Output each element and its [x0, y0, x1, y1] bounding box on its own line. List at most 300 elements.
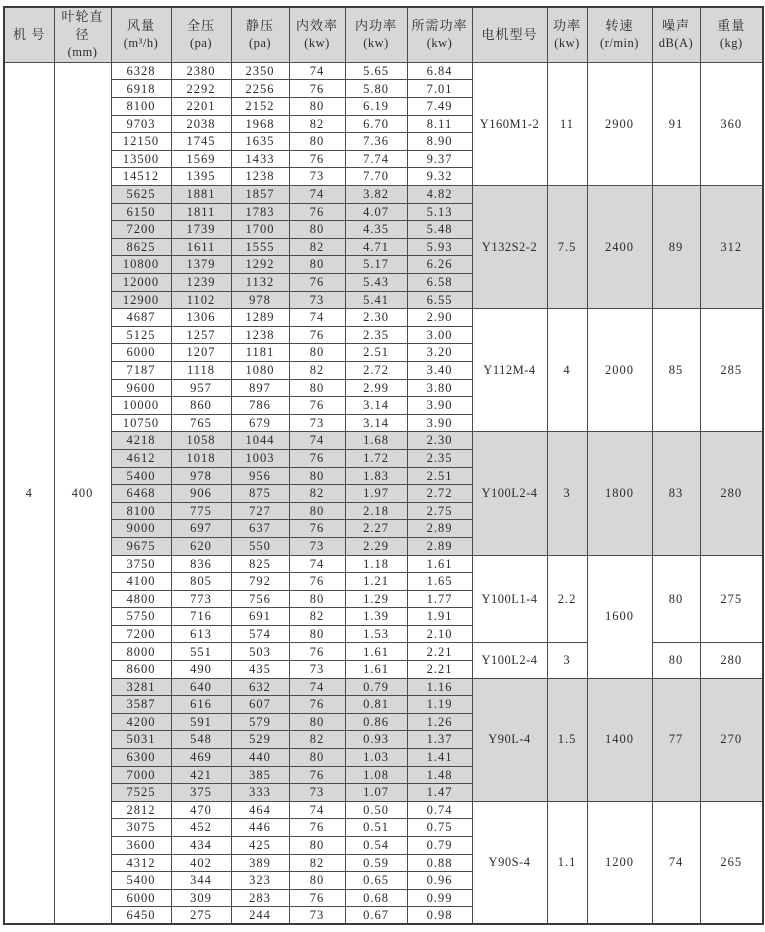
internal-power-cell: 0.54: [345, 837, 407, 855]
total-pressure-cell: 2292: [171, 80, 231, 98]
required-power-cell: 2.10: [407, 625, 472, 643]
total-pressure-cell: 775: [171, 502, 231, 520]
air-volume-cell: 3587: [111, 696, 171, 714]
required-power-cell: 4.82: [407, 186, 472, 204]
total-pressure-cell: 1745: [171, 133, 231, 151]
static-pressure-cell: 956: [231, 467, 289, 485]
static-pressure-cell: 1132: [231, 274, 289, 292]
total-pressure-cell: 551: [171, 643, 231, 661]
internal-power-cell: 1.18: [345, 555, 407, 573]
machine-no-cell: 4: [4, 62, 54, 924]
static-pressure-cell: 2350: [231, 62, 289, 80]
internal-power-cell: 1.61: [345, 643, 407, 661]
internal-power-cell: 0.86: [345, 713, 407, 731]
required-power-cell: 3.90: [407, 414, 472, 432]
internal-power-cell: 7.70: [345, 168, 407, 186]
required-power-cell: 3.40: [407, 361, 472, 379]
required-power-cell: 2.89: [407, 537, 472, 555]
required-power-cell: 0.99: [407, 889, 472, 907]
required-power-cell: 6.84: [407, 62, 472, 80]
header-unit: (kw): [304, 36, 330, 51]
total-pressure-cell: 860: [171, 397, 231, 415]
header-machine-no: [4, 7, 54, 62]
total-pressure-cell: 765: [171, 414, 231, 432]
internal-efficiency-cell: 76: [289, 643, 345, 661]
total-pressure-cell: 1811: [171, 203, 231, 221]
air-volume-cell: 8600: [111, 661, 171, 679]
static-pressure-cell: 550: [231, 537, 289, 555]
air-volume-cell: 7200: [111, 221, 171, 239]
internal-power-cell: 0.79: [345, 678, 407, 696]
noise-cell: 85: [652, 309, 700, 432]
weight-cell: 275: [700, 555, 763, 643]
header-noise: [652, 7, 700, 62]
noise-cell: 80: [652, 555, 700, 643]
air-volume-cell: 9600: [111, 379, 171, 397]
static-pressure-cell: 875: [231, 485, 289, 503]
total-pressure-cell: 773: [171, 590, 231, 608]
internal-efficiency-cell: 76: [289, 696, 345, 714]
static-pressure-cell: 792: [231, 573, 289, 591]
required-power-cell: 2.35: [407, 449, 472, 467]
header-static-pressure: [231, 7, 289, 62]
internal-power-cell: 6.19: [345, 98, 407, 116]
motor-power-cell: 1.1: [547, 801, 587, 924]
speed-cell: 1400: [587, 678, 652, 801]
total-pressure-cell: 978: [171, 467, 231, 485]
air-volume-cell: 2812: [111, 801, 171, 819]
internal-power-cell: 4.07: [345, 203, 407, 221]
noise-cell: 91: [652, 62, 700, 185]
air-volume-cell: 9000: [111, 520, 171, 538]
internal-efficiency-cell: 80: [289, 502, 345, 520]
static-pressure-cell: 1857: [231, 186, 289, 204]
total-pressure-cell: 375: [171, 784, 231, 802]
air-volume-cell: 7200: [111, 625, 171, 643]
static-pressure-cell: 446: [231, 819, 289, 837]
static-pressure-cell: 632: [231, 678, 289, 696]
total-pressure-cell: 640: [171, 678, 231, 696]
internal-power-cell: 5.17: [345, 256, 407, 274]
header-label: 内效率: [295, 18, 338, 34]
static-pressure-cell: 2152: [231, 98, 289, 116]
internal-efficiency-cell: 73: [289, 537, 345, 555]
static-pressure-cell: 333: [231, 784, 289, 802]
header-unit: (kw): [363, 36, 389, 51]
total-pressure-cell: 490: [171, 661, 231, 679]
internal-efficiency-cell: 74: [289, 801, 345, 819]
internal-efficiency-cell: 80: [289, 467, 345, 485]
internal-power-cell: 6.70: [345, 115, 407, 133]
air-volume-cell: 6150: [111, 203, 171, 221]
required-power-cell: 1.26: [407, 713, 472, 731]
weight-cell: 360: [700, 62, 763, 185]
internal-power-cell: 1.68: [345, 432, 407, 450]
header-label: 转速: [605, 18, 634, 34]
required-power-cell: 1.65: [407, 573, 472, 591]
total-pressure-cell: 1569: [171, 150, 231, 168]
required-power-cell: 1.77: [407, 590, 472, 608]
static-pressure-cell: 244: [231, 907, 289, 925]
internal-power-cell: 4.71: [345, 238, 407, 256]
static-pressure-cell: 1080: [231, 361, 289, 379]
air-volume-cell: 14512: [111, 168, 171, 186]
air-volume-cell: 5400: [111, 872, 171, 890]
impeller-diameter-cell: 400: [54, 62, 111, 924]
required-power-cell: 8.90: [407, 133, 472, 151]
air-volume-cell: 12900: [111, 291, 171, 309]
internal-power-cell: 1.21: [345, 573, 407, 591]
motor-power-cell: 3: [547, 643, 587, 678]
air-volume-cell: 3600: [111, 837, 171, 855]
internal-efficiency-cell: 74: [289, 432, 345, 450]
header-required-power: [407, 7, 472, 62]
total-pressure-cell: 1306: [171, 309, 231, 327]
static-pressure-cell: 691: [231, 608, 289, 626]
internal-efficiency-cell: 74: [289, 62, 345, 80]
air-volume-cell: 9675: [111, 537, 171, 555]
internal-power-cell: 5.41: [345, 291, 407, 309]
total-pressure-cell: 421: [171, 766, 231, 784]
internal-power-cell: 1.39: [345, 608, 407, 626]
total-pressure-cell: 1102: [171, 291, 231, 309]
internal-power-cell: 1.72: [345, 449, 407, 467]
static-pressure-cell: 1238: [231, 168, 289, 186]
required-power-cell: 1.61: [407, 555, 472, 573]
table-body: [4, 62, 763, 924]
internal-power-cell: 2.18: [345, 502, 407, 520]
internal-efficiency-cell: 80: [289, 872, 345, 890]
static-pressure-cell: 323: [231, 872, 289, 890]
internal-power-cell: 0.65: [345, 872, 407, 890]
required-power-cell: 2.90: [407, 309, 472, 327]
internal-efficiency-cell: 76: [289, 520, 345, 538]
motor-model-cell: Y100L2-4: [472, 432, 547, 555]
fan-spec-table: [3, 6, 764, 925]
header-motor-model: [472, 7, 547, 62]
required-power-cell: 0.98: [407, 907, 472, 925]
total-pressure-cell: 470: [171, 801, 231, 819]
internal-power-cell: 1.03: [345, 749, 407, 767]
static-pressure-cell: 503: [231, 643, 289, 661]
static-pressure-cell: 756: [231, 590, 289, 608]
required-power-cell: 5.93: [407, 238, 472, 256]
air-volume-cell: 8100: [111, 502, 171, 520]
static-pressure-cell: 637: [231, 520, 289, 538]
total-pressure-cell: 1881: [171, 186, 231, 204]
air-volume-cell: 4200: [111, 713, 171, 731]
internal-efficiency-cell: 76: [289, 80, 345, 98]
internal-power-cell: 1.29: [345, 590, 407, 608]
air-volume-cell: 8100: [111, 98, 171, 116]
motor-power-cell: 2.2: [547, 555, 587, 643]
motor-power-cell: 1.5: [547, 678, 587, 801]
internal-efficiency-cell: 73: [289, 414, 345, 432]
internal-efficiency-cell: 82: [289, 731, 345, 749]
total-pressure-cell: 620: [171, 537, 231, 555]
internal-efficiency-cell: 80: [289, 749, 345, 767]
internal-efficiency-cell: 82: [289, 485, 345, 503]
internal-efficiency-cell: 80: [289, 713, 345, 731]
total-pressure-cell: 1118: [171, 361, 231, 379]
required-power-cell: 2.21: [407, 643, 472, 661]
static-pressure-cell: 1433: [231, 150, 289, 168]
static-pressure-cell: 1181: [231, 344, 289, 362]
internal-efficiency-cell: 80: [289, 133, 345, 151]
required-power-cell: 2.51: [407, 467, 472, 485]
table-row: [4, 432, 763, 450]
motor-power-cell: 7.5: [547, 186, 587, 309]
required-power-cell: 1.19: [407, 696, 472, 714]
header-label: 电机型号: [481, 26, 538, 42]
static-pressure-cell: 425: [231, 837, 289, 855]
air-volume-cell: 8000: [111, 643, 171, 661]
motor-power-cell: 11: [547, 62, 587, 185]
header-label: 静压: [245, 18, 274, 34]
internal-power-cell: 7.74: [345, 150, 407, 168]
required-power-cell: 0.88: [407, 854, 472, 872]
internal-power-cell: 0.50: [345, 801, 407, 819]
internal-power-cell: 0.93: [345, 731, 407, 749]
static-pressure-cell: 1044: [231, 432, 289, 450]
header-label: 机 号: [13, 26, 46, 42]
header-label: 风量: [126, 18, 155, 34]
static-pressure-cell: 1238: [231, 326, 289, 344]
required-power-cell: 1.41: [407, 749, 472, 767]
static-pressure-cell: 897: [231, 379, 289, 397]
total-pressure-cell: 836: [171, 555, 231, 573]
air-volume-cell: 4100: [111, 573, 171, 591]
table-row: [4, 678, 763, 696]
static-pressure-cell: 679: [231, 414, 289, 432]
required-power-cell: 0.79: [407, 837, 472, 855]
air-volume-cell: 3075: [111, 819, 171, 837]
air-volume-cell: 3750: [111, 555, 171, 573]
motor-model-cell: Y160M1-2: [472, 62, 547, 185]
required-power-cell: 2.21: [407, 661, 472, 679]
required-power-cell: 3.90: [407, 397, 472, 415]
air-volume-cell: 7187: [111, 361, 171, 379]
internal-efficiency-cell: 80: [289, 590, 345, 608]
internal-efficiency-cell: 76: [289, 274, 345, 292]
internal-efficiency-cell: 76: [289, 889, 345, 907]
air-volume-cell: 8625: [111, 238, 171, 256]
total-pressure-cell: 2201: [171, 98, 231, 116]
air-volume-cell: 5625: [111, 186, 171, 204]
static-pressure-cell: 2256: [231, 80, 289, 98]
internal-efficiency-cell: 73: [289, 168, 345, 186]
header-internal-efficiency: [289, 7, 345, 62]
static-pressure-cell: 574: [231, 625, 289, 643]
required-power-cell: 6.58: [407, 274, 472, 292]
header-air-volume: [111, 7, 171, 62]
static-pressure-cell: 1003: [231, 449, 289, 467]
table-row: [4, 801, 763, 819]
total-pressure-cell: 1207: [171, 344, 231, 362]
motor-model-cell: Y112M-4: [472, 309, 547, 432]
total-pressure-cell: 591: [171, 713, 231, 731]
noise-cell: 83: [652, 432, 700, 555]
required-power-cell: 7.01: [407, 80, 472, 98]
internal-power-cell: 2.29: [345, 537, 407, 555]
internal-power-cell: 0.59: [345, 854, 407, 872]
required-power-cell: 8.11: [407, 115, 472, 133]
required-power-cell: 1.47: [407, 784, 472, 802]
header-unit: (m³/h): [123, 36, 159, 51]
table-row: [4, 186, 763, 204]
required-power-cell: 1.91: [407, 608, 472, 626]
air-volume-cell: 7525: [111, 784, 171, 802]
weight-cell: 285: [700, 309, 763, 432]
internal-power-cell: 2.30: [345, 309, 407, 327]
air-volume-cell: 6468: [111, 485, 171, 503]
internal-efficiency-cell: 80: [289, 379, 345, 397]
internal-efficiency-cell: 76: [289, 326, 345, 344]
required-power-cell: 1.16: [407, 678, 472, 696]
static-pressure-cell: 607: [231, 696, 289, 714]
total-pressure-cell: 1239: [171, 274, 231, 292]
internal-efficiency-cell: 76: [289, 819, 345, 837]
total-pressure-cell: 2380: [171, 62, 231, 80]
noise-cell: 77: [652, 678, 700, 801]
internal-efficiency-cell: 76: [289, 573, 345, 591]
weight-cell: 280: [700, 432, 763, 555]
motor-model-cell: Y132S2-2: [472, 186, 547, 309]
header-label: 叶轮直径: [61, 9, 104, 43]
motor-model-cell: Y100L2-4: [472, 643, 547, 678]
weight-cell: 265: [700, 801, 763, 924]
internal-power-cell: 3.82: [345, 186, 407, 204]
header-unit: (kg): [719, 36, 743, 51]
header-label: 噪声: [661, 18, 690, 34]
internal-power-cell: 3.14: [345, 414, 407, 432]
internal-efficiency-cell: 82: [289, 361, 345, 379]
static-pressure-cell: 1289: [231, 309, 289, 327]
table-row: [4, 62, 763, 80]
required-power-cell: 2.89: [407, 520, 472, 538]
air-volume-cell: 6918: [111, 80, 171, 98]
header-unit: (r/min): [600, 36, 639, 51]
air-volume-cell: 4312: [111, 854, 171, 872]
air-volume-cell: 5125: [111, 326, 171, 344]
internal-efficiency-cell: 80: [289, 837, 345, 855]
static-pressure-cell: 1968: [231, 115, 289, 133]
speed-cell: 2000: [587, 309, 652, 432]
air-volume-cell: 6300: [111, 749, 171, 767]
internal-efficiency-cell: 80: [289, 344, 345, 362]
internal-power-cell: 0.67: [345, 907, 407, 925]
total-pressure-cell: 1395: [171, 168, 231, 186]
air-volume-cell: 3281: [111, 678, 171, 696]
required-power-cell: 3.00: [407, 326, 472, 344]
required-power-cell: 2.75: [407, 502, 472, 520]
air-volume-cell: 5750: [111, 608, 171, 626]
weight-cell: 312: [700, 186, 763, 309]
static-pressure-cell: 1783: [231, 203, 289, 221]
internal-efficiency-cell: 80: [289, 625, 345, 643]
static-pressure-cell: 529: [231, 731, 289, 749]
static-pressure-cell: 786: [231, 397, 289, 415]
air-volume-cell: 4687: [111, 309, 171, 327]
weight-cell: 280: [700, 643, 763, 678]
static-pressure-cell: 825: [231, 555, 289, 573]
header-unit: dB(A): [658, 36, 694, 51]
internal-power-cell: 1.61: [345, 661, 407, 679]
required-power-cell: 6.55: [407, 291, 472, 309]
header-unit: (kw): [554, 36, 580, 51]
total-pressure-cell: 906: [171, 485, 231, 503]
total-pressure-cell: 697: [171, 520, 231, 538]
header-unit: (mm): [67, 45, 98, 60]
static-pressure-cell: 283: [231, 889, 289, 907]
motor-power-cell: 3: [547, 432, 587, 555]
header-speed: [587, 7, 652, 62]
internal-power-cell: 1.83: [345, 467, 407, 485]
noise-cell: 89: [652, 186, 700, 309]
internal-efficiency-cell: 73: [289, 291, 345, 309]
table-row: [4, 309, 763, 327]
internal-power-cell: 1.07: [345, 784, 407, 802]
static-pressure-cell: 440: [231, 749, 289, 767]
total-pressure-cell: 344: [171, 872, 231, 890]
motor-model-cell: Y90S-4: [472, 801, 547, 924]
motor-model-cell: Y100L1-4: [472, 555, 547, 643]
internal-power-cell: 5.65: [345, 62, 407, 80]
total-pressure-cell: 402: [171, 854, 231, 872]
static-pressure-cell: 727: [231, 502, 289, 520]
required-power-cell: 9.32: [407, 168, 472, 186]
internal-efficiency-cell: 74: [289, 555, 345, 573]
static-pressure-cell: 579: [231, 713, 289, 731]
total-pressure-cell: 1379: [171, 256, 231, 274]
required-power-cell: 2.72: [407, 485, 472, 503]
internal-efficiency-cell: 73: [289, 907, 345, 925]
noise-cell: 80: [652, 643, 700, 678]
header-row: [4, 7, 763, 62]
static-pressure-cell: 978: [231, 291, 289, 309]
air-volume-cell: 10000: [111, 397, 171, 415]
air-volume-cell: 5400: [111, 467, 171, 485]
total-pressure-cell: 1058: [171, 432, 231, 450]
internal-power-cell: 2.72: [345, 361, 407, 379]
header-label: 功率: [552, 18, 581, 34]
required-power-cell: 2.30: [407, 432, 472, 450]
header-weight: [700, 7, 763, 62]
static-pressure-cell: 389: [231, 854, 289, 872]
required-power-cell: 5.13: [407, 203, 472, 221]
table-row: [4, 555, 763, 573]
air-volume-cell: 10800: [111, 256, 171, 274]
internal-power-cell: 0.51: [345, 819, 407, 837]
noise-cell: 74: [652, 801, 700, 924]
internal-power-cell: 2.51: [345, 344, 407, 362]
header-total-pressure: [171, 7, 231, 62]
total-pressure-cell: 1257: [171, 326, 231, 344]
internal-efficiency-cell: 73: [289, 784, 345, 802]
header-unit: (pa): [248, 36, 272, 51]
internal-efficiency-cell: 82: [289, 608, 345, 626]
total-pressure-cell: 275: [171, 907, 231, 925]
air-volume-cell: 6000: [111, 344, 171, 362]
internal-power-cell: 3.14: [345, 397, 407, 415]
internal-efficiency-cell: 82: [289, 238, 345, 256]
header-impeller-diameter: [54, 7, 111, 62]
air-volume-cell: 10750: [111, 414, 171, 432]
internal-power-cell: 2.27: [345, 520, 407, 538]
static-pressure-cell: 385: [231, 766, 289, 784]
internal-efficiency-cell: 80: [289, 256, 345, 274]
total-pressure-cell: 434: [171, 837, 231, 855]
